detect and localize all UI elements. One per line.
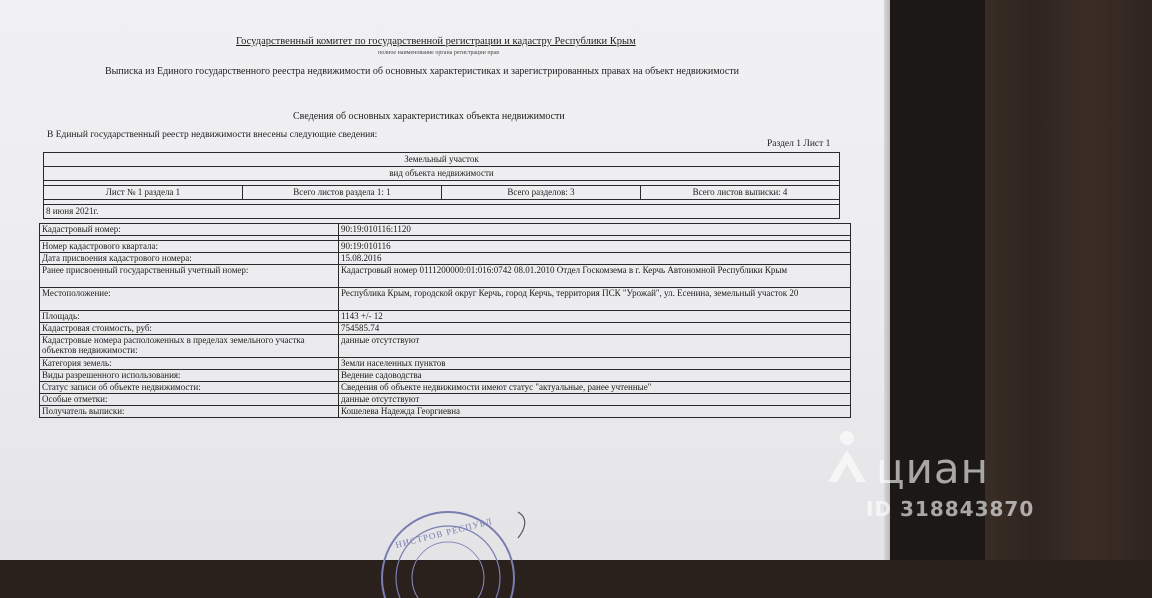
table-row bbox=[40, 323, 851, 335]
watermark-listing-id: ID 318843870 bbox=[866, 497, 1035, 521]
property-details-table bbox=[39, 223, 851, 418]
row-value: Земли населенных пунктов bbox=[339, 358, 851, 370]
row-value: 754585.74 bbox=[339, 323, 851, 335]
row-label: Площадь: bbox=[40, 311, 339, 323]
row-label: Местоположение: bbox=[40, 288, 339, 311]
row-label: Номер кадастрового квартала: bbox=[40, 241, 339, 253]
table-row bbox=[40, 224, 851, 236]
authority-note: полное наименование органа регистрации прав bbox=[378, 50, 500, 56]
sections-total: Всего разделов: 3 bbox=[442, 186, 641, 199]
row-value: Сведения об объекте недвижимости имеют статус "актуальные, ранее учтенные" bbox=[339, 382, 851, 394]
official-seal-stamp bbox=[368, 498, 528, 598]
seal-lettering: НИСТРОВ РЕСПУБЛ bbox=[394, 516, 494, 550]
row-value: данные отсутствуют bbox=[339, 335, 851, 358]
row-value: данные отсутствуют bbox=[339, 394, 851, 406]
row-label: Дата присвоения кадастрового номера: bbox=[40, 253, 339, 265]
watermark-brand: циан bbox=[876, 444, 990, 493]
table-row bbox=[40, 358, 851, 370]
table-row bbox=[40, 382, 851, 394]
row-value: Кадастровый номер 0111200000:01:016:0742 08.01.2010 Отдел Госкомзема в г. Керчь Автономной Республики Крым bbox=[339, 265, 851, 288]
authority-name: Государственный комитет по государственной регистрации и кадастру Республики Крым bbox=[236, 36, 636, 47]
row-label: Особые отметки: bbox=[40, 394, 339, 406]
row-label: Кадастровый номер: bbox=[40, 224, 339, 236]
row-label: Виды разрешенного использования: bbox=[40, 370, 339, 382]
extract-title: Выписка из Единого государственного реестра недвижимости об основных характеристиках и зарегистрированных правах на объект недвижимости bbox=[105, 66, 740, 77]
object-type-caption: вид объекта недвижимости bbox=[43, 167, 840, 181]
extract-sheets-total: Всего листов выписки: 4 bbox=[692, 187, 788, 197]
cian-logo-icon bbox=[822, 428, 872, 486]
table-row bbox=[40, 241, 851, 253]
object-type: Земельный участок bbox=[43, 153, 840, 167]
table-row bbox=[40, 288, 851, 311]
object-header-grid bbox=[43, 152, 840, 219]
row-label: Кадастровая стоимость, руб: bbox=[40, 323, 339, 335]
row-label: Статус записи об объекте недвижимости: bbox=[40, 382, 339, 394]
table-row bbox=[40, 311, 851, 323]
sheet-counts-row bbox=[43, 186, 840, 200]
row-label: Получатель выписки: bbox=[40, 406, 339, 418]
row-value: Республика Крым, городской округ Керчь, город Керчь, территория ПСК "Урожай", ул. Есенина, земельный участок 20 bbox=[339, 288, 851, 311]
row-value: 1143 +/- 12 bbox=[339, 311, 851, 323]
wooden-desk-background bbox=[985, 0, 1152, 560]
table-row bbox=[40, 406, 851, 418]
section-sheets-total: Всего листов раздела 1: 1 bbox=[243, 186, 442, 199]
row-value: Ведение садоводства bbox=[339, 370, 851, 382]
intro-text: В Единый государственный реестр недвижимости внесены следующие сведения: bbox=[47, 130, 378, 140]
row-value: 90:19:010116:1120 bbox=[339, 224, 851, 236]
table-row bbox=[40, 335, 851, 358]
sheet-of-section: Лист № 1 раздела 1 bbox=[44, 186, 243, 199]
sheet-reference: Раздел 1 Лист 1 bbox=[767, 139, 831, 149]
row-label: Ранее присвоенный государственный учетный номер: bbox=[40, 265, 339, 288]
table-row bbox=[40, 253, 851, 265]
table-row bbox=[40, 265, 851, 288]
row-value: Кошелева Надежда Георгиевна bbox=[339, 406, 851, 418]
table-row bbox=[40, 370, 851, 382]
row-value: 15.08.2016 bbox=[339, 253, 851, 265]
row-label: Категория земель: bbox=[40, 358, 339, 370]
section-title: Сведения об основных характеристиках объекта недвижимости bbox=[293, 111, 565, 122]
extract-date: 8 июня 2021г. bbox=[43, 205, 840, 219]
row-value: 90:19:010116 bbox=[339, 241, 851, 253]
row-label: Кадастровые номера расположенных в пределах земельного участка объектов недвижимости: bbox=[40, 335, 339, 358]
table-row bbox=[40, 394, 851, 406]
